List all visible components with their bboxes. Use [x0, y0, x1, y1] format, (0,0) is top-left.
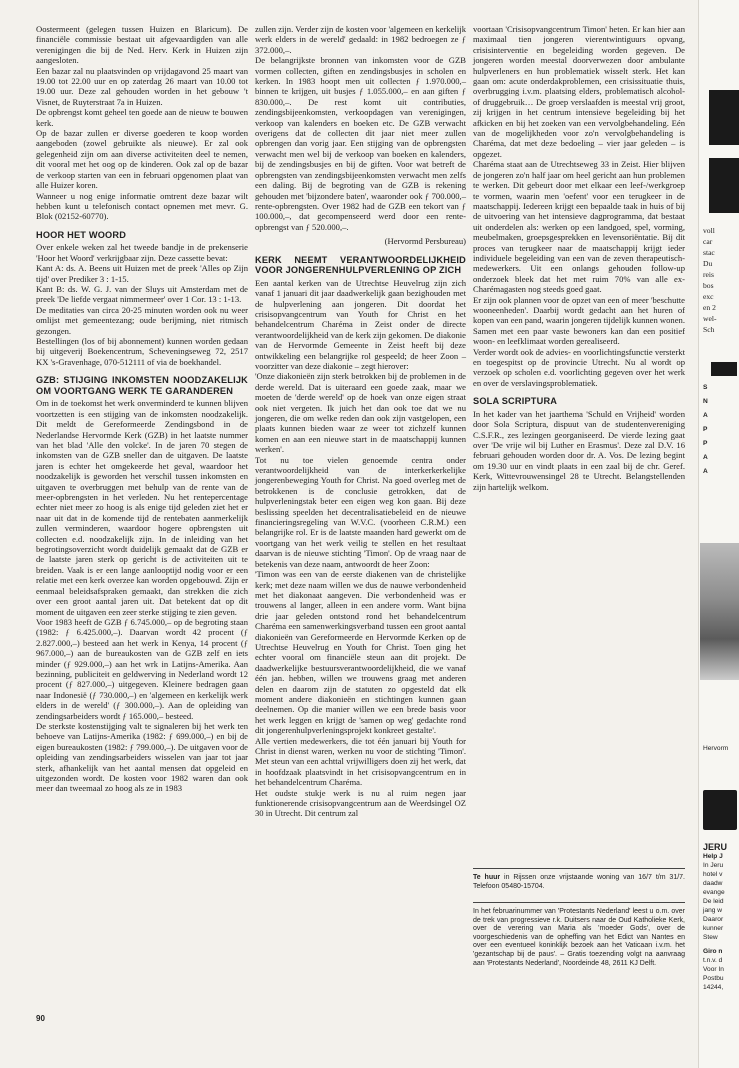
list-letter: P: [703, 426, 708, 433]
list-letter: A: [703, 412, 708, 419]
large-letter-block: [709, 90, 739, 145]
heading-hoor-het-woord: HOOR HET WOORD: [36, 229, 127, 240]
paragraph: voortaan 'Crisisopvangcentrum Timon' heten. Er kan hier aan maximaal tien jongeren vierentwintiguurs opvang, crisisinterventie en begeleiding worden gegeven. De jongeren worden meestal doorverwezen door ambulante hulpverleners en hun problematiek wisselt sterk. Het kan gaan om: acute onderdakproblemen, een crisissituatie thuis, overbrugging i.v.m. plaatsing elders, problematisch alcohol- of druggebruik… De groep verslaafden is meestal vrij groot, zij krijgen in het centrum intensieve begeleiding bij het afkicken en bij het zoeken van een vervolgbehandeling. Eén van de mogelijkheden voor zo'n vervolgbehandeling is Charéma, dat met deze bedoeling – vier jaar geleden – is opgezet.: [473, 24, 685, 159]
text-fragment: en 2: [703, 303, 716, 312]
list-letter: A: [703, 454, 708, 461]
giro-fragment: Giro n: [703, 948, 723, 955]
paragraph: Over enkele weken zal het tweede bandje in de prekenserie 'Hoor het Woord' verkrijgbaar zijn. Deze cassette bevat:: [36, 242, 248, 263]
text-fragment: Sch: [703, 325, 715, 334]
text-fragment: daadw: [703, 880, 723, 887]
divider: [473, 902, 685, 903]
text-fragment: t.n.v. d: [703, 957, 723, 964]
column-2: [255, 24, 466, 1014]
photo: [700, 543, 739, 680]
ad-text: in Rijssen onze vrijstaande woning van 16/7 t/m 31/7. Telefoon 05480-15704.: [473, 874, 685, 890]
text-fragment: In Jeru: [703, 862, 724, 869]
logo-block: [703, 790, 737, 830]
text-fragment: kunner: [703, 925, 724, 932]
photo-caption: Hervorm: [703, 745, 729, 752]
text-fragment: Daaror: [703, 916, 724, 923]
text-fragment: exc: [703, 292, 714, 301]
list-letter: A: [703, 468, 708, 475]
text-fragment: reis: [703, 270, 714, 279]
page-number: 90: [36, 1014, 45, 1023]
text-fragment: Postbu: [703, 975, 724, 982]
paragraph: Bestellingen (los of bij abonnement) kunnen worden gedaan bij uitgeverij Boekencentrum, Scheveningseweg 72, 2517 KX 's-Gravenhage, 070-512111 of via de boekhandel.: [36, 335, 248, 367]
large-letter-block: [709, 158, 739, 213]
text-fragment: Voor In: [703, 966, 724, 973]
classified-ad-protestants-nederland: In het februarinummer van 'Protestants Nederland' leest u o.m. over de trek van progressieve r.k. Duitsers naar de Oud Katholieke Kerk, over de verering van Maria als 'moeder Gods', over de voorgeschiedenis van de opheffing van het Edict van Nantes en over een eventueel koninklijk bezoek aan het Vaticaan i.v.m. het 'gezantschap bij de paus'. – Gratis toezending volgt na aanvraag aan 'Protestants Nederland', Noordeinde 48, 2611 KJ Delft.: [473, 908, 685, 967]
text-fragment: car: [703, 237, 713, 246]
heading-sola-scriptura: SOLA SCRIPTURA: [473, 396, 558, 407]
paragraph: Het oudste stukje werk is nu al ruim negen jaar funktionerende crisisopvangcentrum aan de Weerdsingel OZ 30 in Utrecht. Dit centrum zal: [255, 787, 466, 819]
ad-lead: Te huur: [473, 874, 501, 881]
paragraph: Oostermeent (gelegen tussen Huizen en Blaricum). De financiële commissie bestaat uit afgevaardigden van alle verenigingen die bij de Ned. Herv. Kerk in Huizen zijn aangesloten.: [36, 24, 248, 66]
paragraph: Er zijn ook plannen voor de opzet van een of meer 'beschutte wooneenheden'. Daarbij wordt gedacht aan het huren of kopen van een pand, waarin jongeren tijdelijk kunnen wonen. Samen met een paar vaste bewoners kan dan een positief woon- en leefklimaat worden gerealiseerd.: [473, 294, 685, 347]
text-fragment: 14244,: [703, 984, 724, 991]
divider: [473, 868, 685, 869]
text-fragment: stac: [703, 248, 715, 257]
paragraph: Verder wordt ook de advies- en voorlichtingsfunctie versterkt en toegespitst op de provincie Utrecht. Nu al wordt op verzoek op scholen e.d. voorlichting gegeven over het werk en over de verslavingsproblematiek.: [473, 346, 685, 388]
text-fragment: bos: [703, 281, 714, 290]
paragraph: Voor 1983 heeft de GZB ƒ 6.745.000,– op de begroting staan (1982: ƒ 6.425.000,–). Daarvan wordt 42 procent (ƒ 2.827.000,–) besteed aan het werk in Kenya, 14 procent (ƒ 967.000,–) aan de bureaukosten van de GZB zelf en iets minder (ƒ 929.000,–) aan het wrk in Latijns-Amerika. Aan bezinning, publiciteit en geldwerving in Nederland wordt 12 procent (ƒ 827.000,–) uitgegeven. Kleinere bedragen gaan naar Indonesië (ƒ 730.000,–) en 'algemeen en kerkelijk werk elders in de wereld' (ƒ 300.000,–). Aan de opleiding van zendingsarbeiders wordt ƒ 165.000,– besteed.: [36, 616, 248, 721]
paragraph: Charéma staat aan de Utrechtseweg 33 in Zeist. Hier blijven de jongeren zo'n half jaar om heel gericht aan hun problemen te werken. Dit gebeurt door met elkaar een leef-/werkgroep te vormen, waarin men 'oefent' voor een terugkeer in de maatschappij. Iedereen krijgt een bepaalde taak in huis of bij de uitvoering van het intensieve dagprogramma, dat bestaat uit onderdelen als: werken op een landgoed, spel, vorming, meubelmaken, groepsgesprekken en levensoriëntatie. Bij dit proces van terugkeer naar de maatschappij krijgt ieder individuele begeleiding van een van de zeven therapeutisch-medewerkers. Uit een onlangs gehouden follow-up onderzoek bleek dat het met ruim 70% van alle ex-Charémagasten nog steeds goed gaat.: [473, 159, 685, 295]
classified-ad-te-huur: [473, 874, 685, 891]
text-fragment: evange: [703, 889, 725, 896]
paragraph: zullen zijn. Verder zijn de kosten voor 'algemeen en kerkelijk werk elders in de wereld' gedaald: in 1982 bedroegen ze ƒ 372.000,–.: [255, 24, 466, 55]
black-bar: [711, 362, 737, 376]
paragraph: Alle vertien medewerkers, die tot één januari bij Youth for Christ in dienst waren, werken nu voor de stichting 'Timon'. Met steun van een achttal vrijwilligers doen zij het werk, dat in hoofdzaak plaatsvindt in het crisisopvangcentrum en in het behandelcentrum Charéma.: [255, 735, 466, 788]
paragraph: Op de bazar zullen er diverse goederen te koop worden aangeboden (zowel gebruikte als nieuwe). Er zal ook gelegenheid zijn om aan diverse activiteiten deel te nemen, dit vooral met het oog op de kinderen. Ook zal op de bazar de verkoop starten van een in februari opgenomen plaat van alle Huizer koren.: [36, 128, 248, 191]
text-fragment: Du: [703, 259, 713, 268]
text-fragment: wel-: [703, 314, 717, 323]
subheading-fragment: Help J: [703, 853, 723, 860]
paragraph: De sterkste kostenstijging valt te signaleren bij het werk ten behoeve van Latijns-Amerika (1982: ƒ 699.000,–) en bij de eigen bureaukosten (1982: ƒ 799.000,–). De uitgaven voor de opleiding van zendingsarbeiders wisselen van jaar tot jaar sterk, afhankelijk van het aantal mensen dat opgeleid en uitgezonden wordt. De kosten voor 1982 waren dan ook meer dan tweemaal zo hoog als ze in 1983: [36, 720, 248, 794]
list-letter: S: [703, 384, 708, 391]
source-attribution: (Hervormd Persbureau): [384, 236, 466, 247]
text-fragment: De leid: [703, 898, 724, 905]
paragraph: De belangrijkste bronnen van inkomsten voor de GZB vormen collecten, giften en zendingsbusjes in scholen en kerken. In 1983 hoopt men uit collecten ƒ 1.970.000,– binnen te krijgen, uit busjes ƒ 1.055.000,– en aan giften ƒ 830.000,–. De rest komt uit contributies, zendingsbijeenkomsten, verkoopdagen van verenigingen, verkoop van kalenders en boeken etc. De GZB verwacht overigens dat de collecten dit jaar niet meer zullen opbrengen dan vorig jaar. Een stijging van de opbrengsten verwacht men wel bij de verkoop van boeken en kalenders, bij de zendingsbusjes en bij de giften. Voor wat betreft de opbrengsten van zendingsbijeenkomsten verwacht men zelfs een daling. Bij de begroting van de GZB is rekening gehouden met 'bijzondere baten', waaronder ook ƒ 700.000,– rente-opbrengsten. Over 1982 had de GZB een tekort van ƒ 100.000,–, dat gecompenseerd werd door een rente-opbrengst van ƒ 520.000,–.: [255, 55, 466, 232]
text-fragment: voll: [703, 226, 715, 235]
list-letter: N: [703, 398, 708, 405]
list-letter: P: [703, 440, 708, 447]
heading-gzb: GZB: STIJGING INKOMSTEN NOODZAKELIJK OM VOORTGANG WERK TE GARANDEREN: [36, 375, 248, 396]
column-3: [473, 24, 685, 492]
heading-kerk-neemt: KERK NEEMT VERANTWOORDELIJKHEID VOOR JONGERENHULPVERLENING OP ZICH: [255, 254, 466, 276]
paragraph: Om in de toekomst het werk onverminderd te kunnen blijven voortzetten is een stijging van de inkomsten noodzakelijk. Dit meldt de Gereformeerde Zendingsbond in de Nederlandse Hervormde Kerk (GZB) in het laatste nummer van het blad 'Alle den volcke'. In de jaren 70 stegen de inkomsten van de GZB sneller dan de uitgaven. De laatste jaren is echter het omgekeerde het geval, waardoor het noodzakelijk is geworden het verschil tussen inkomsten en uitgaven te overbruggen met behulp van de rente van de meer-opbrengsten in het verleden. Nu het rentepercentage echter niet meer zo hoog is als enige tijd geleden ziet het er naar uit dat in de komende tijd de rentebaten aanmerkelijk zullen verminderen, waardoor hogere opbrengsten uit collecten e.d. noodzakelijk zijn. In de inleiding van het begrotingsoverzicht wordt duidelijk gemaakt dat de GZB er de laatste jaren sterk op gericht is de activiteiten uit te breiden. Vaak is er een lange aanlooptijd nodig voor er een relatie met een kerk overzee kan worden opgebouwd. Zijn er eenmaal beleidsafspraken gemaakt, dan strekken die zich over een groot aantal jaren uit. Dat betekent dat op dit moment de uitgaven een zeer sterke stijging te zien geven.: [36, 398, 248, 617]
text-fragment: hotel v: [703, 871, 723, 878]
heading-fragment: JERU: [703, 842, 728, 852]
paragraph: 'Onze diakonieën zijn sterk betrokken bij de problemen in de derde wereld. Dat is uiteraard een goede zaak, maar we moeten de 'derde wereld' op de hoek van onze eigen straat ook niet vergeten. Ik juich het dan ook toe dat we nu jongeren, die om welke reden dan ook zijn vastgelopen, een plaats kunnen bieden waar ze weer tot zichzelf kunnen komen en aan een nieuwe start in de maatschappij kunnen werken'.: [255, 371, 466, 455]
column-1: [36, 24, 248, 1010]
paragraph: Een aantal kerken van de Utrechtse Heuvelrug zijn zich vanaf 1 januari dit jaar daadwerkelijk gaan bezighouden met de hulpverlening aan jongeren. Dit doordat het crisisopvangcentrum van Youth for Christ en het behandelcentrum Charéma in Zeist onder de directe verantwoordelijkheid van de kerk zijn gekomen. De diakonie van de Hervormde Gemeente in Zeist heeft bij deze ontwikkeling een belangrijke rol gespeeld; de heer Zoon – voorzitter van deze diakonie – zegt hierover:: [255, 277, 466, 371]
paragraph: Tot nu toe vielen genoemde centra onder verantwoordelijkheid van de interkerkerkelijke jongerenbeweging Youth for Christ. Na goed overleg met de betrokkenen is de conclusie getrokken, dat de hulpverleningstak beter een eigen weg kon gaan. Bij deze beslissing speelden het decentralisatiebeleid en de nieuwe financieringsregeling van W.V.C. (voorheen C.R.M.) een belangrijke rol. Er is de laatste maanden hard gewerkt om de voortgang van het werk veilig te stellen en het resultaat daarvan is de nieuwe stichting 'Timon'. Op de vraag naar de betekenis van deze naam, antwoordt de heer Zoon:: [255, 454, 466, 569]
paragraph: Wanneer u nog enige informatie omtrent deze bazar wilt hebben kunt u telefonisch contact opnemen met mevr. G. Blok (02152-60770).: [36, 190, 248, 222]
paragraph: Kant A: ds. A. Beens uit Huizen met de preek 'Alles op Zijn tijd' over Prediker 3 : 1-15.: [36, 263, 248, 284]
paragraph: Kant B: ds. W. G. J. van der Sluys uit Amsterdam met de preek 'De liefde vergaat nimmermeer' over 1 Cor. 13 : 1-13.: [36, 283, 248, 305]
paragraph: In het kader van het jaarthema 'Schuld en Vrijheid' worden door Sola Scriptura, dispuut van de studentenvereniging C.S.F.R., zes lezingen georganiseerd. De vierde lezing gaat over 'De vrije wil bij Luther en Erasmus'. Deze zal D.V. 16 februari gehouden worden door dr. A. Vos. De lezing begint om 19.30 uur en vindt plaats in een zaal bij de chr. Geref. Kerk, Wittevrouwensingel 28 te Utrecht. Belangstellenden zijn hartelijk welkom.: [473, 408, 685, 492]
text-fragment: Stew: [703, 934, 718, 941]
paragraph: De opbrengst komt geheel ten goede aan de nieuw te bouwen kerk.: [36, 107, 248, 128]
adjacent-page: [698, 0, 739, 1068]
text-fragment: jang w: [703, 907, 723, 914]
paragraph: Een bazar zal nu plaatsvinden op vrijdagavond 25 maart van 19.00 tot 22.00 uur en op zaterdag 26 maart van 10.00 tot 19.00 uur. Deze zal gehouden worden in het gebouw 't Visnet, de Ruyterstraat 7a in Huizen.: [36, 65, 248, 107]
paragraph: De meditaties van circa 20-25 minuten worden ook nu weer omlijst met gemeentezang; oude berijming, niet ritmisch gezongen.: [36, 304, 248, 336]
paragraph: 'Timon was een van de eerste diakenen van de christelijke kerk; met deze naam willen we dus de nauwe verbondenheid met het diakonaat aangeven. Die verbondenheid was er trouwens al langer, alleen in een andere vorm. Want bijna drie jaar geleden ontstond rond het behandelcentrum Charéma een samenwerkingsverband tussen een groot aantal diakonieën van Gereformeerde en Hervormde Kerken op de Utrechtse Heuvelrug en Youth for Christ. Toen ging het echter vooral om financiële steun aan dit projekt. De daadwerkelijke bestuursverantwoordelijkheid, die we vanaf één jan. hebben, willen we trouwens graag met anderen delen en daarom zijn de statuten zo opgesteld dat elk moment andere diakonieën en stichtingen kunnen gaan deelnemen. Op die manier willen we een brede basis voor het werk leggen en krijgt de 'samen op weg' gedachte rond dit jongerenhulpverleningsprojekt konkreet gestalte'.: [255, 569, 466, 736]
